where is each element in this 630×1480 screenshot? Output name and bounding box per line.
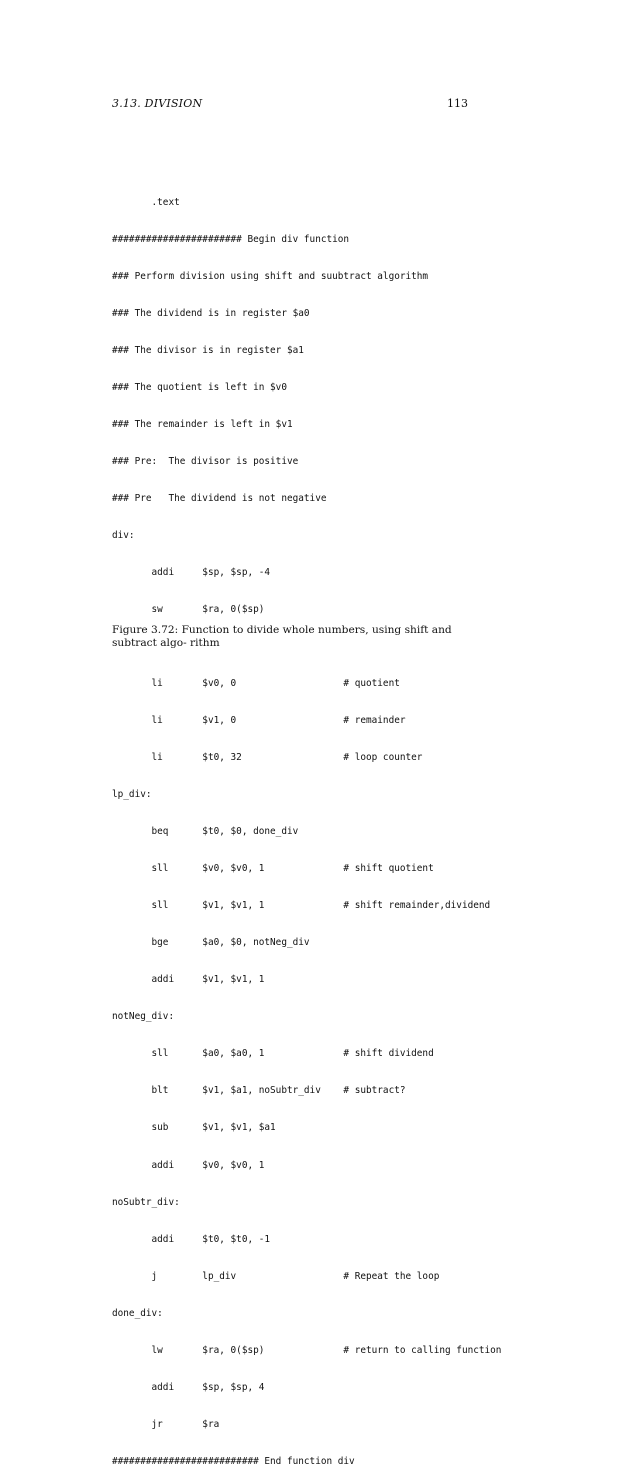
code-line: addi $sp, $sp, -4: [112, 567, 271, 578]
page-number: 113: [447, 97, 468, 110]
code-line: li $v1, 0 # remainder: [112, 715, 406, 727]
code-line: addi $v1, $v1, 1: [112, 974, 265, 986]
code-line: blt $v1, $a1, noSubtr_div # subtract?: [112, 1085, 406, 1097]
code-line: div:: [112, 529, 135, 541]
page-header: [112, 97, 468, 113]
code-line: lw $ra, 0($sp) # return to calling function: [112, 1344, 502, 1356]
code-line: ########################## End function div: [112, 1455, 355, 1467]
code-line: done_div:: [112, 1307, 163, 1319]
code-line: li $v0, 0 # quotient: [112, 678, 400, 690]
code-line: ### The remainder is left in $v1: [112, 418, 293, 430]
code-line: jr $ra: [112, 1418, 220, 1430]
code-line: ### The quotient is left in $v0: [112, 381, 287, 393]
code-line: sll $v1, $v1, 1 # shift remainder,dividend: [112, 900, 491, 912]
code-line: sll $a0, $a0, 1 # shift dividend: [112, 1048, 434, 1060]
code-line: sll $v0, $v0, 1 # shift quotient: [112, 863, 434, 875]
code-line: ####################### Begin div function: [112, 233, 350, 245]
figure-caption: Figure 3.72: Function to divide whole numbers, using shift and subtract algo- rithm: [112, 624, 452, 649]
code-listing: [112, 172, 532, 1480]
code-line: noSubtr_div:: [112, 1196, 180, 1208]
code-line: lp_div:: [112, 789, 152, 801]
section-title: 3.13. DIVISION: [112, 97, 203, 110]
code-line: addi $sp, $sp, 4: [112, 1381, 265, 1393]
code-line: ### The dividend is in register $a0: [112, 307, 310, 319]
code-line: sw $ra, 0($sp): [112, 604, 265, 616]
code-line: sub $v1, $v1, $a1: [112, 1122, 276, 1134]
code-line: bge $a0, $0, notNeg_div: [112, 937, 310, 949]
code-line: ### The divisor is in register $a1: [112, 344, 304, 356]
code-line: addi $t0, $t0, -1: [112, 1233, 271, 1245]
code-line: j lp_div # Repeat the loop: [112, 1270, 440, 1282]
code-line: li $t0, 32 # loop counter: [112, 752, 423, 764]
code-line: ### Pre: The divisor is positive: [112, 455, 299, 467]
code-line: addi $v0, $v0, 1: [112, 1159, 265, 1171]
code-line: ### Perform division using shift and suubtract algorithm: [112, 270, 429, 282]
code-line: notNeg_div:: [112, 1011, 175, 1023]
code-line: ### Pre The dividend is not negative: [112, 492, 327, 504]
code-line: beq $t0, $0, done_div: [112, 826, 299, 838]
code-line: .text: [112, 196, 180, 208]
